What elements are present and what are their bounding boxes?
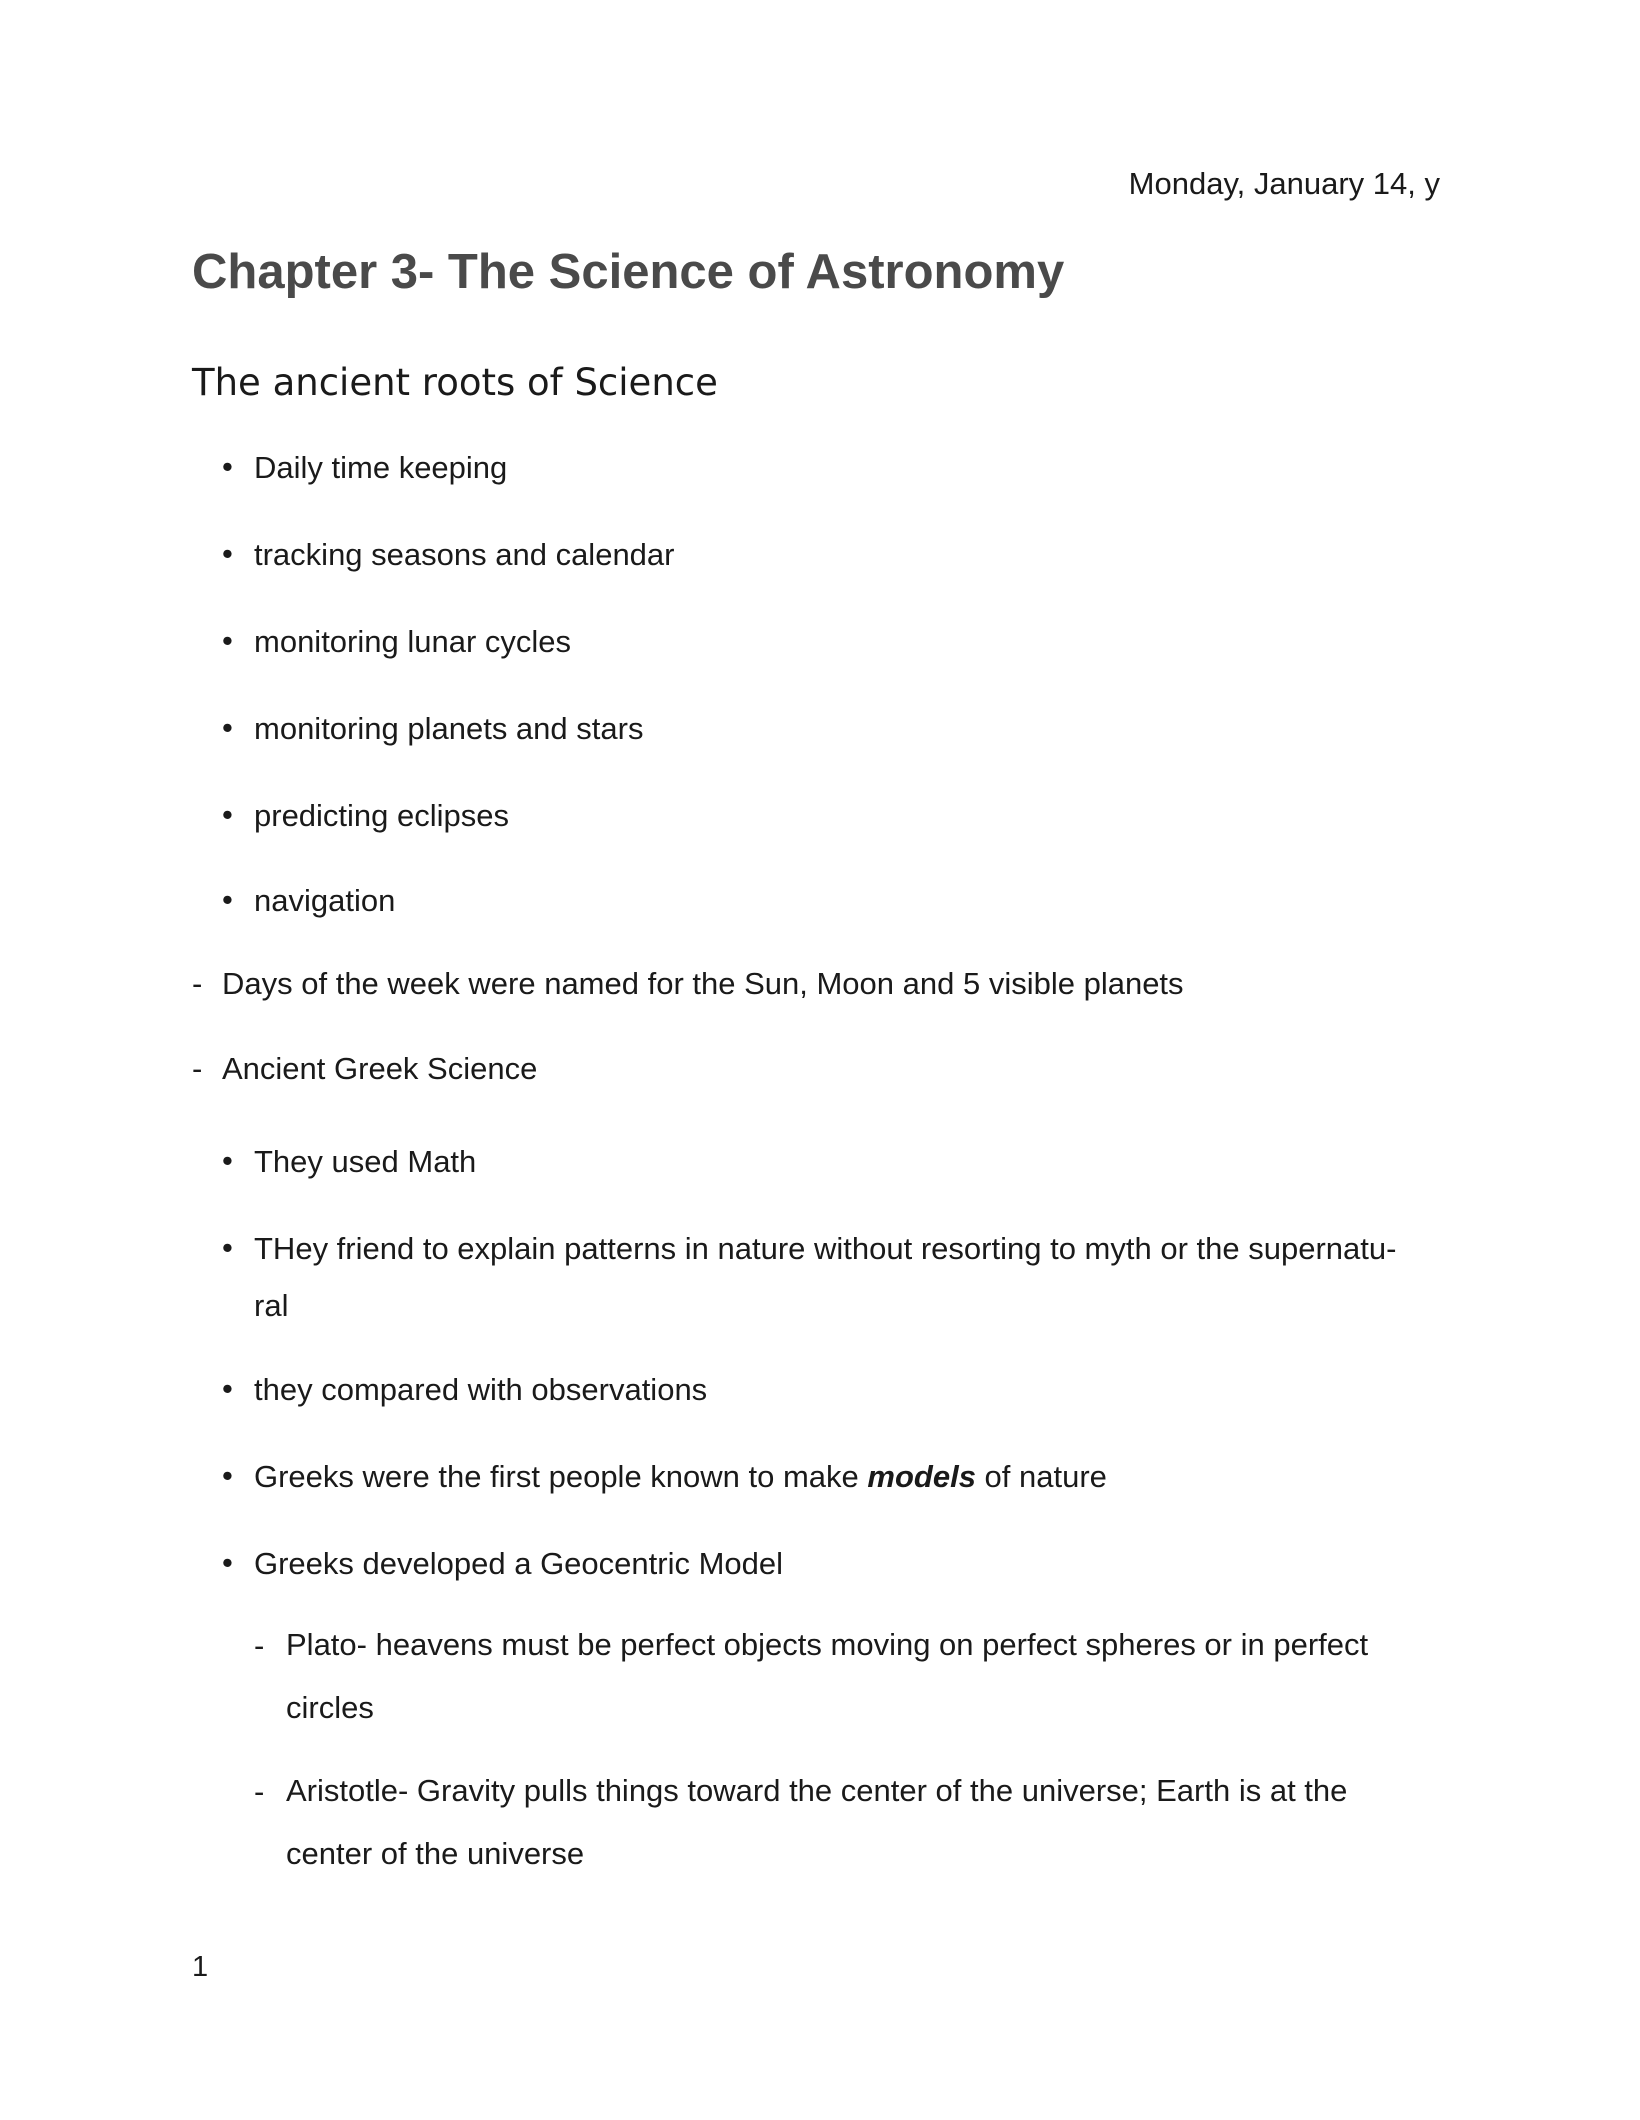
chapter-title: Chapter 3- The Science of Astronomy: [192, 245, 1065, 299]
sublist-item-continuation: center of the universe: [286, 1836, 585, 1871]
bullet-icon: •: [222, 710, 233, 745]
days-note: Days of the week were named for the Sun, Moon and 5 visible planets: [222, 966, 1184, 1001]
list-item: Daily time keeping: [254, 450, 508, 485]
list-item: tracking seasons and calendar: [254, 537, 675, 572]
page-number: 1: [192, 1951, 209, 1983]
list-item: [254, 1457, 1107, 1497]
list-item: THey friend to explain patterns in nature without resorting to myth or the supernatu-: [254, 1231, 1397, 1266]
list-item-continuation: ral: [254, 1288, 289, 1323]
sublist-item: Aristotle- Gravity pulls things toward the center of the universe; Earth is at the: [286, 1773, 1348, 1808]
list-item: navigation: [254, 883, 396, 918]
list-item: They used Math: [254, 1144, 477, 1179]
bullet-icon: •: [222, 1143, 233, 1178]
dash-marker: -: [254, 1628, 265, 1663]
list-item: Greeks developed a Geocentric Model: [254, 1546, 784, 1581]
bullet-icon: •: [222, 1371, 233, 1406]
greek-heading: Ancient Greek Science: [222, 1051, 538, 1086]
header-date: Monday, January 14, y: [1128, 166, 1440, 201]
list-item-text: of nature: [975, 1459, 1107, 1494]
list-item: predicting eclipses: [254, 798, 510, 833]
bullet-icon: •: [222, 536, 233, 571]
dash-marker: -: [192, 966, 203, 1001]
dash-marker: -: [254, 1774, 265, 1809]
section-heading: The ancient roots of Science: [192, 361, 718, 404]
list-item: monitoring lunar cycles: [254, 624, 572, 659]
emphasis-models: models: [867, 1459, 976, 1494]
bullet-icon: •: [222, 623, 233, 658]
sublist-item: Plato- heavens must be perfect objects moving on perfect spheres or in perfect: [286, 1627, 1369, 1662]
bullet-icon: •: [222, 449, 233, 484]
list-item: they compared with observations: [254, 1372, 708, 1407]
bullet-icon: •: [222, 1458, 233, 1493]
bullet-icon: •: [222, 797, 233, 832]
list-item: monitoring planets and stars: [254, 711, 644, 746]
dash-marker: -: [192, 1051, 203, 1086]
list-item-text: Greeks were the first people known to make: [254, 1459, 868, 1494]
bullet-icon: •: [222, 1230, 233, 1265]
bullet-icon: •: [222, 1545, 233, 1580]
sublist-item-continuation: circles: [286, 1690, 374, 1725]
bullet-icon: •: [222, 882, 233, 917]
